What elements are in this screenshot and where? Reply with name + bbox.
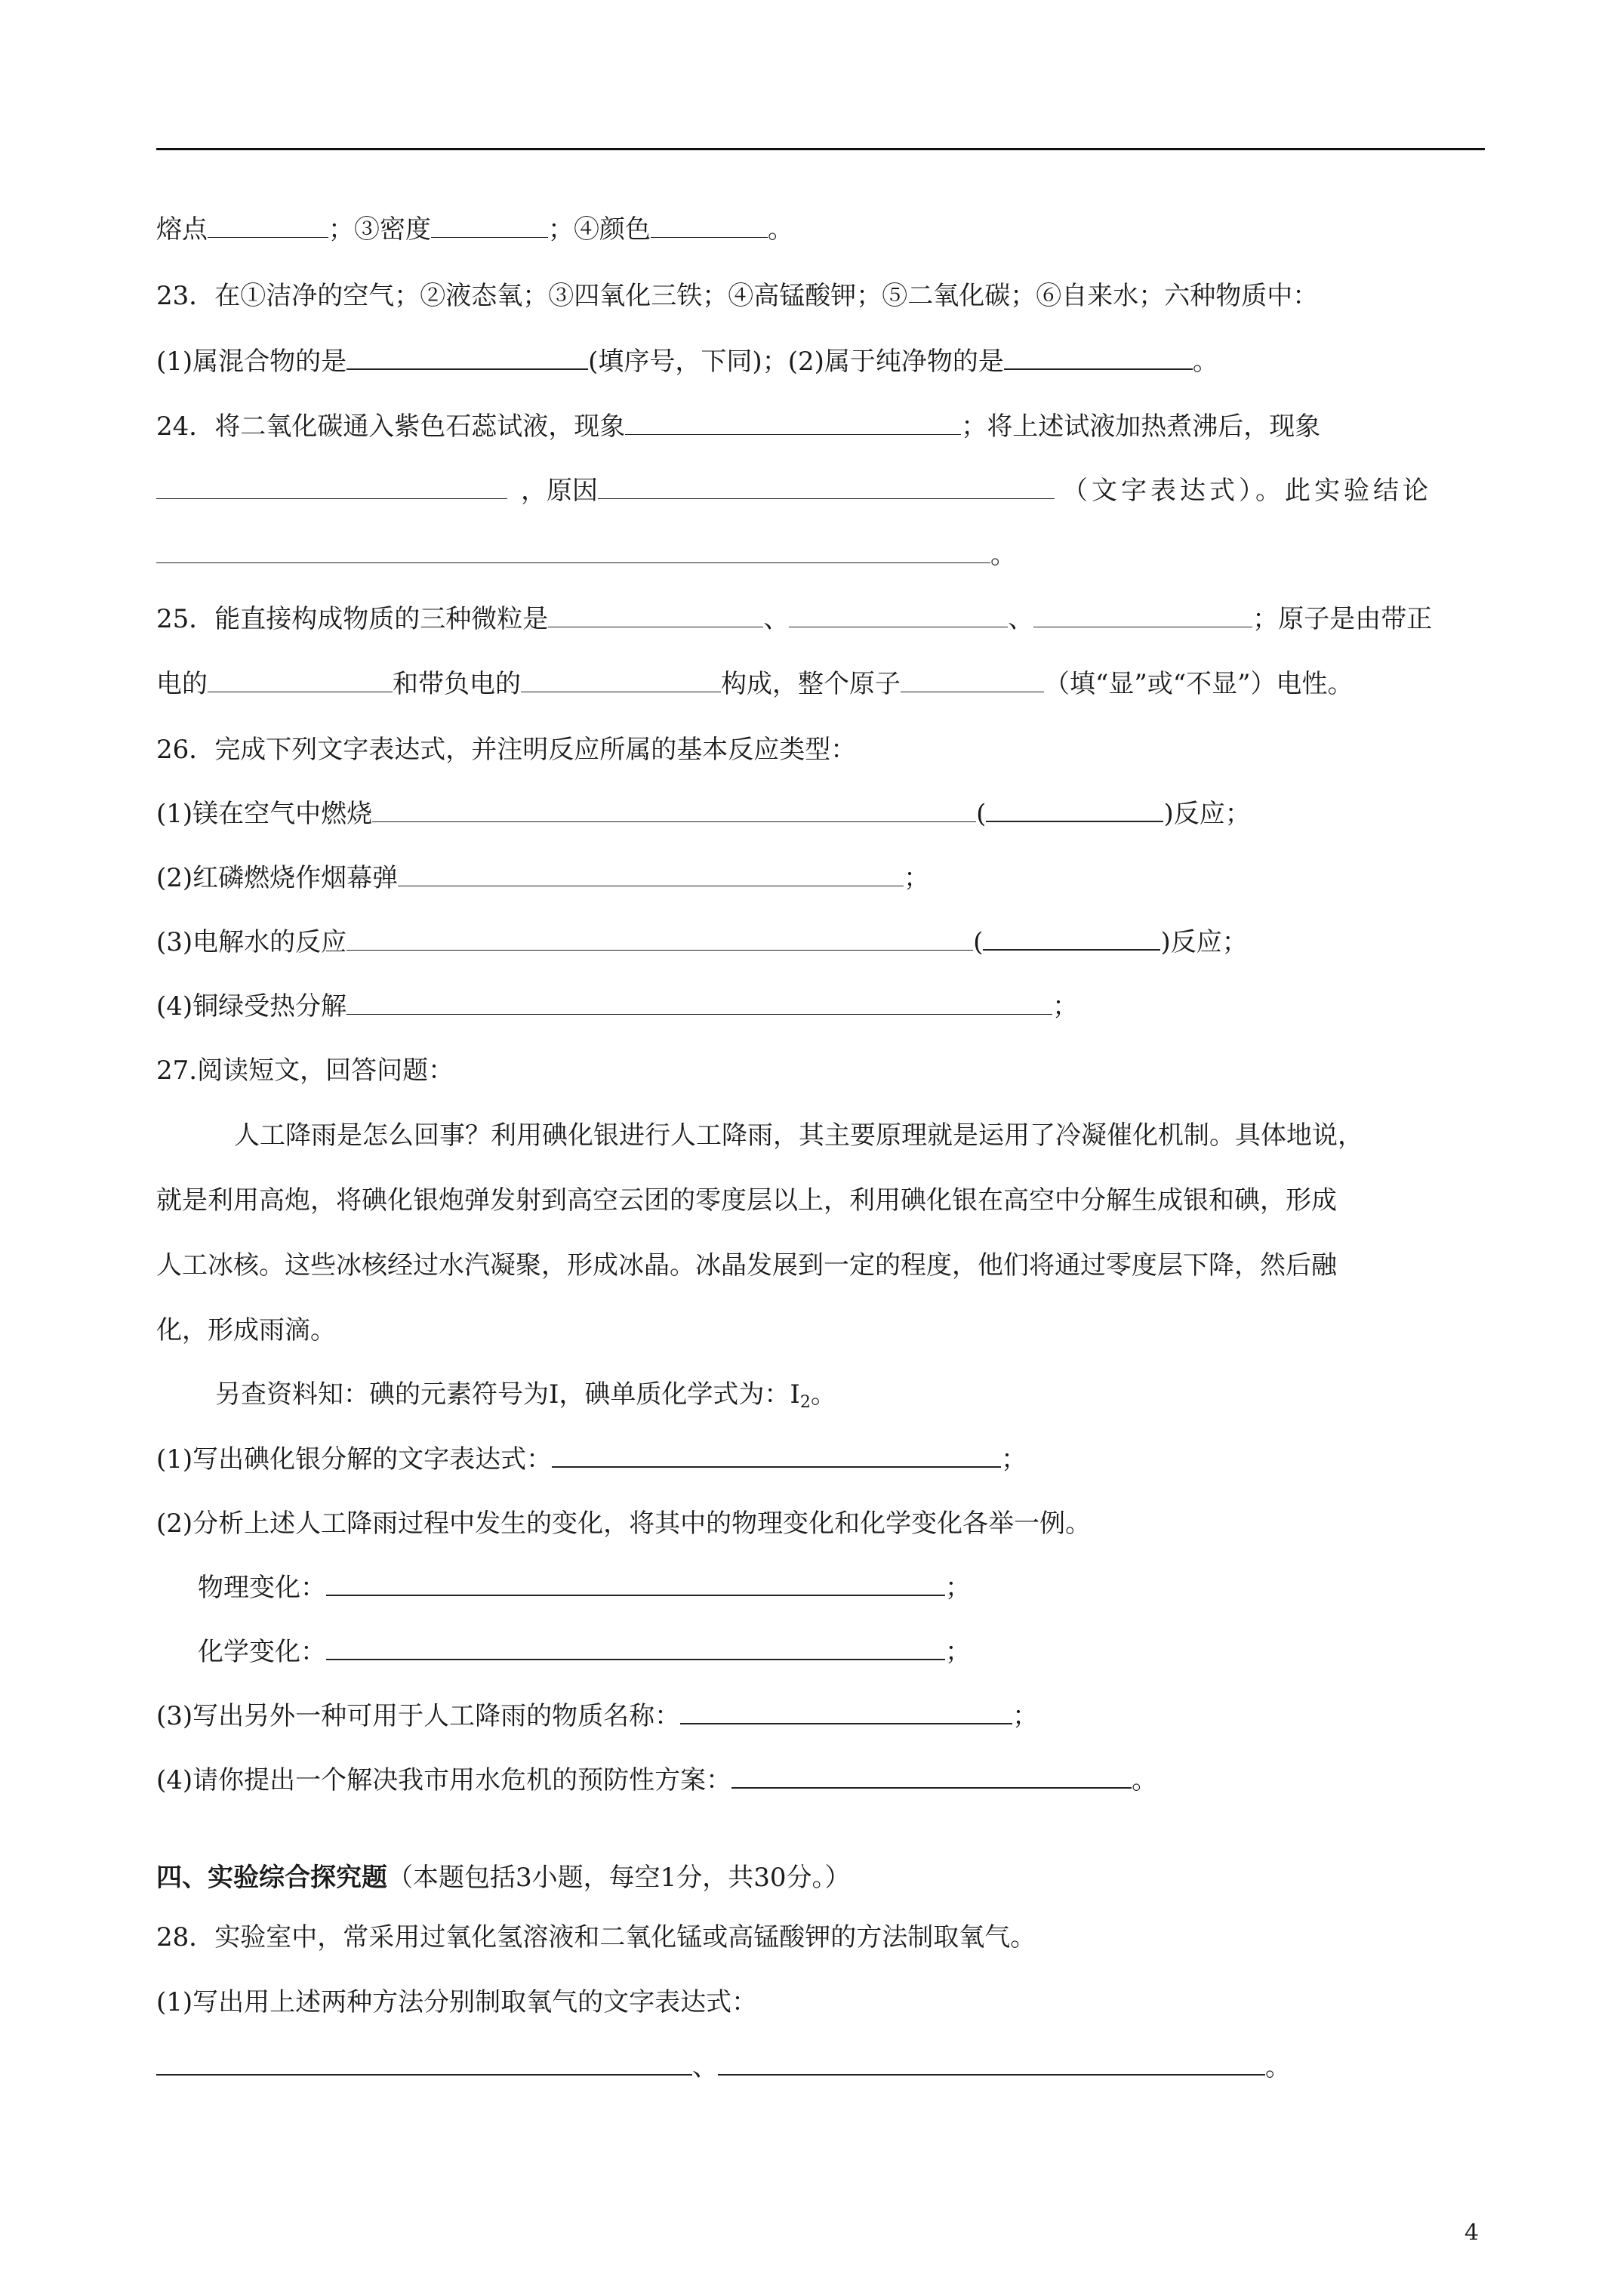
q27-sub2: (2)分析上述人工降雨过程中发生的变化，将其中的物理变化和化学变化各举一例。	[156, 1509, 1092, 1539]
blank[interactable]	[208, 214, 328, 238]
section-4-heading: 四、实验综合探究题（本题包括3小题，每空1分，共30分。）	[156, 1863, 851, 1893]
q26-item4: (4)铜绿受热分解 ；	[156, 991, 1079, 1022]
blank[interactable]	[156, 2051, 692, 2076]
blank[interactable]	[1033, 604, 1252, 627]
header-rule	[156, 148, 1485, 150]
blank[interactable]	[552, 1444, 1001, 1468]
blank[interactable]	[1004, 346, 1193, 370]
q24-line2: ，原因 （文字表达式）。此实验结论	[156, 474, 1432, 507]
blank[interactable]	[731, 1764, 1132, 1789]
q27-note: 另查资料知：碘的元素符号为I，碘单质化学式为：$I_2$。	[215, 1379, 836, 1412]
q28-sub1: (1)写出用上述两种方法分别制取氧气的文字表达式：	[156, 1987, 758, 2017]
blank[interactable]	[598, 476, 1055, 499]
blank[interactable]	[346, 991, 1052, 1015]
blank[interactable]	[901, 669, 1044, 692]
q27-chemical: 化学变化： ；	[198, 1637, 971, 1667]
blank[interactable]	[983, 926, 1160, 951]
q26-item3: (3)电解水的反应 ( )反应；	[156, 927, 1248, 957]
blank[interactable]	[548, 604, 763, 627]
blank[interactable]	[326, 1572, 945, 1596]
q26-item1: (1)镁在空气中燃烧 ( )反应；	[156, 799, 1251, 829]
q23-parts: (1)属混合物的是 (填序号，下同)；(2)属于纯净物的是 。	[156, 347, 1218, 377]
blank[interactable]	[346, 346, 588, 370]
q25-line2: 电的 和带负电的 构成，整个原子 （填“显”或“不显”）电性。	[156, 669, 1354, 699]
blank[interactable]	[326, 1636, 945, 1660]
q25-line1: 25．能直接构成物质的三种微粒是 、 、 ；原子是由带正	[156, 604, 1433, 634]
blank[interactable]	[625, 411, 961, 435]
blank[interactable]	[718, 2051, 1265, 2076]
blank[interactable]	[372, 799, 976, 822]
line-melting-point: 熔点 ；③密度 ；④颜色 。	[156, 214, 793, 245]
q27-sub1: (1)写出碘化银分解的文字表达式： ；	[156, 1444, 1027, 1475]
q28-stem: 28．实验室中，常采用过氧化氢溶液和二氧化锰或高锰酸钾的方法制取氧气。	[156, 1922, 1036, 1952]
blank[interactable]	[156, 540, 990, 563]
q27-sub3: (3)写出另外一种可用于人工降雨的物质名称： ；	[156, 1701, 1039, 1731]
q24-line3: 。	[156, 538, 1016, 572]
q27-para2: 就是利用高炮，将碘化银炮弹发射到高空云团的零度层以上，利用碘化银在高空中分解生成银和碘，形成	[156, 1185, 1337, 1216]
blank[interactable]	[208, 669, 393, 692]
q27-physical: 物理变化： ；	[198, 1573, 971, 1603]
q27-para1: 人工降雨是怎么回事？利用碘化银进行人工降雨，其主要原理就是运用了冷凝催化机制。具体地说，	[234, 1120, 1363, 1151]
q27-stem: 27.阅读短文，回答问题：	[156, 1056, 454, 1086]
blank[interactable]	[680, 1700, 1012, 1724]
blank[interactable]	[521, 669, 721, 692]
blank[interactable]	[431, 214, 548, 238]
q23-stem: 23．在①洁净的空气；②液态氧；③四氧化三铁；④高锰酸钾；⑤二氧化碳；⑥自来水；六种物质中：	[156, 281, 1319, 311]
blank[interactable]	[156, 476, 507, 499]
blank[interactable]	[789, 604, 1008, 627]
q24-line1: 24．将二氧化碳通入紫色石蕊试液，现象 ；将上述试液加热煮沸后，现象	[156, 411, 1321, 442]
blank[interactable]	[986, 798, 1163, 822]
q26-item2: (2)红磷燃烧作烟幕弹 ；	[156, 863, 930, 893]
q27-para3: 人工冰核。这些冰核经过水汽凝聚，形成冰晶。冰晶发展到一定的程度，他们将通过零度层下降，然后融	[156, 1250, 1337, 1281]
q26-stem: 26．完成下列文字表达式，并注明反应所属的基本反应类型：	[156, 735, 857, 765]
page-number: 4	[1464, 2220, 1480, 2246]
q27-para4: 化，形成雨滴。	[156, 1315, 336, 1345]
blank[interactable]	[651, 214, 768, 238]
q28-answers: 、 。	[156, 2051, 1291, 2084]
blank[interactable]	[398, 863, 904, 886]
q27-sub4: (4)请你提出一个解决我市用水危机的预防性方案： 。	[156, 1765, 1158, 1795]
blank[interactable]	[346, 927, 973, 951]
